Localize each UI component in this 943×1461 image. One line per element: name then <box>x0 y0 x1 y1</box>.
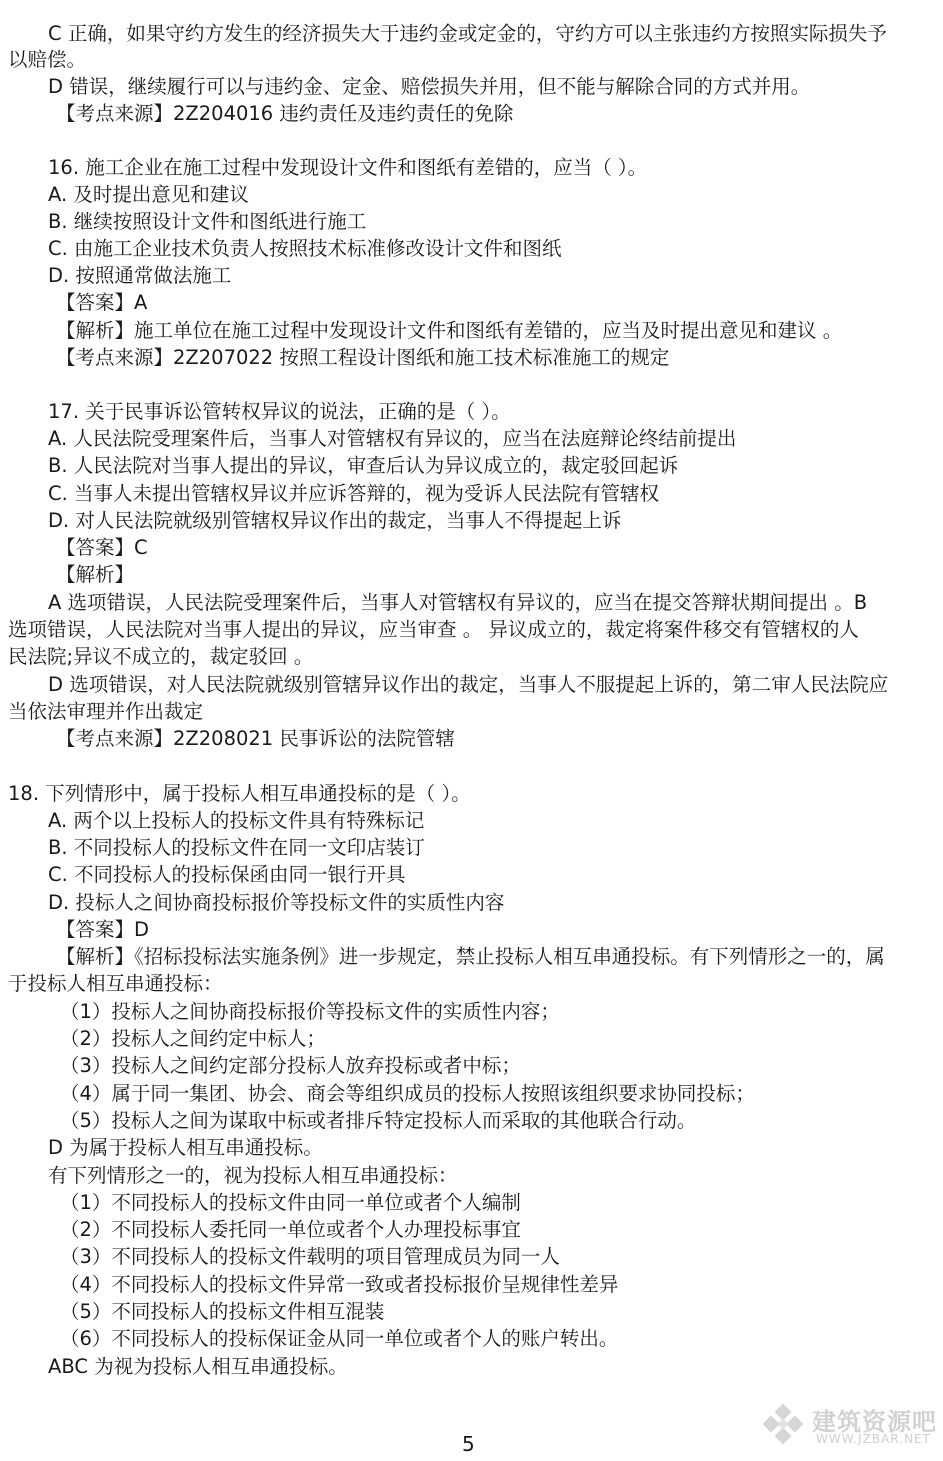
list-item: （3）不同投标人的投标文件载明的项目管理成员为同一人 <box>60 1245 560 1268</box>
analysis-line: 选项错误，人民法院对当事人提出的异议，应当审查 。 异议成立的，裁定将案件移交有管辖权的人 <box>8 618 859 641</box>
option-b: B. 不同投标人的投标文件在同一文印店装订 <box>48 836 425 859</box>
analysis-line: D 选项错误，对人民法院就级别管辖异议作出的裁定，当事人不服提起上诉的，第二审人民法院应 <box>48 673 889 696</box>
list-item: （2）投标人之间约定中标人； <box>60 1027 326 1050</box>
analysis-line: 民法院;异议不成立的，裁定驳回 。 <box>8 645 314 668</box>
analysis-line: 于投标人相互串通投标： <box>8 972 223 995</box>
option-a: A. 人民法院受理案件后，当事人对管辖权有异议的，应当在法庭辩论终结前提出 <box>48 427 737 450</box>
list-item: （5）不同投标人的投标文件相互混装 <box>60 1300 385 1323</box>
option-b: B. 人民法院对当事人提出的异议，审查后认为异议成立的，裁定驳回起诉 <box>48 454 679 477</box>
option-a: A. 及时提出意见和建议 <box>48 183 249 206</box>
option-d: D. 按照通常做法施工 <box>48 264 232 287</box>
analysis-line: 【解析】《招标投标法实施条例》进一步规定，禁止投标人相互串通投标。有下列情形之一的，属 <box>56 945 885 968</box>
list-item: （5）投标人之间为谋取中标或者排斥特定投标人而采取的其他联合行动。 <box>60 1109 697 1132</box>
watermark-url: WWW.JZBAR.NET <box>816 1432 931 1446</box>
list-item: （4）属于同一集团、协会、商会等组织成员的投标人按照该组织要求协同投标； <box>60 1082 755 1105</box>
watermark-title: 建筑资源吧 <box>812 1408 937 1436</box>
question-stem: 17. 关于民事诉讼管转权异议的说法，正确的是（ ）。 <box>48 400 511 423</box>
list-item: （3）投标人之间约定部分投标人放弃投标或者中标； <box>60 1054 521 1077</box>
analysis-heading: 【解析】 <box>56 563 135 586</box>
option-d: D. 投标人之间协商投标报价等投标文件的实质性内容 <box>48 891 505 914</box>
analysis-line: 当依法审理并作出裁定 <box>8 700 204 723</box>
list-item: （1）投标人之间协商投标报价等投标文件的实质性内容； <box>60 1000 560 1023</box>
list-item: （1）不同投标人的投标文件由同一单位或者个人编制 <box>60 1191 521 1214</box>
answer-line: 【答案】A <box>56 291 148 314</box>
text-line: D 错误，继续履行可以与违约金、定金、赔偿损失并用，但不能与解除合同的方式并用。 <box>48 75 811 98</box>
option-c: C. 由施工企业技术负责人按照技术标准修改设计文件和图纸 <box>48 237 562 260</box>
list-item: （2）不同投标人委托同一单位或者个人办理投标事宜 <box>60 1218 521 1241</box>
option-d: D. 对人民法院就级别管辖权异议作出的裁定，当事人不得提起上诉 <box>48 509 622 532</box>
analysis-line: 有下列情形之一的，视为投标人相互串通投标： <box>48 1164 458 1187</box>
option-c: C. 不同投标人的投标保函由同一银行开具 <box>48 863 406 886</box>
watermark <box>760 1398 940 1456</box>
source-line: 【考点来源】2Z208021 民事诉讼的法院管辖 <box>56 727 455 750</box>
analysis-line: ABC 为视为投标人相互串通投标。 <box>48 1355 348 1378</box>
page-number: 5 <box>462 1432 475 1456</box>
analysis-line: A 选项错误，人民法院受理案件后，当事人对管辖权有异议的，应当在提交答辩状期间提出 。B <box>48 591 868 614</box>
option-b: B. 继续按照设计文件和图纸进行施工 <box>48 210 367 233</box>
question-stem: 18. 下列情形中，属于投标人相互串通投标的是（ ）。 <box>8 782 471 805</box>
answer-line: 【答案】C <box>56 536 148 559</box>
answer-line: 【答案】D <box>56 918 150 941</box>
analysis-line: D 为属于投标人相互串通投标。 <box>48 1136 323 1159</box>
source-line: 【考点来源】2Z207022 按照工程设计图纸和施工技术标准施工的规定 <box>56 346 670 369</box>
analysis-line: 【解析】施工单位在施工过程中发现设计文件和图纸有差错的，应当及时提出意见和建议 。 <box>56 319 843 342</box>
list-item: （4）不同投标人的投标文件异常一致或者投标报价呈规律性差异 <box>60 1273 619 1296</box>
text-line: C 正确，如果守约方发生的经济损失大于违约金或定金的，守约方可以主张违约方按照实际损失予 <box>48 22 887 45</box>
option-c: C. 当事人未提出管辖权异议并应诉答辩的，视为受诉人民法院有管辖权 <box>48 482 660 505</box>
option-a: A. 两个以上投标人的投标文件具有特殊标记 <box>48 809 425 832</box>
diamond-logo-icon <box>760 1402 808 1450</box>
source-line: 【考点来源】2Z204016 违约责任及违约责任的免除 <box>56 102 514 125</box>
question-stem: 16. 施工企业在施工过程中发现设计文件和图纸有差错的，应当（ ）。 <box>48 156 648 179</box>
text-line: 以赔偿。 <box>8 48 87 71</box>
list-item: （6）不同投标人的投标保证金从同一单位或者个人的账户转出。 <box>60 1327 619 1350</box>
